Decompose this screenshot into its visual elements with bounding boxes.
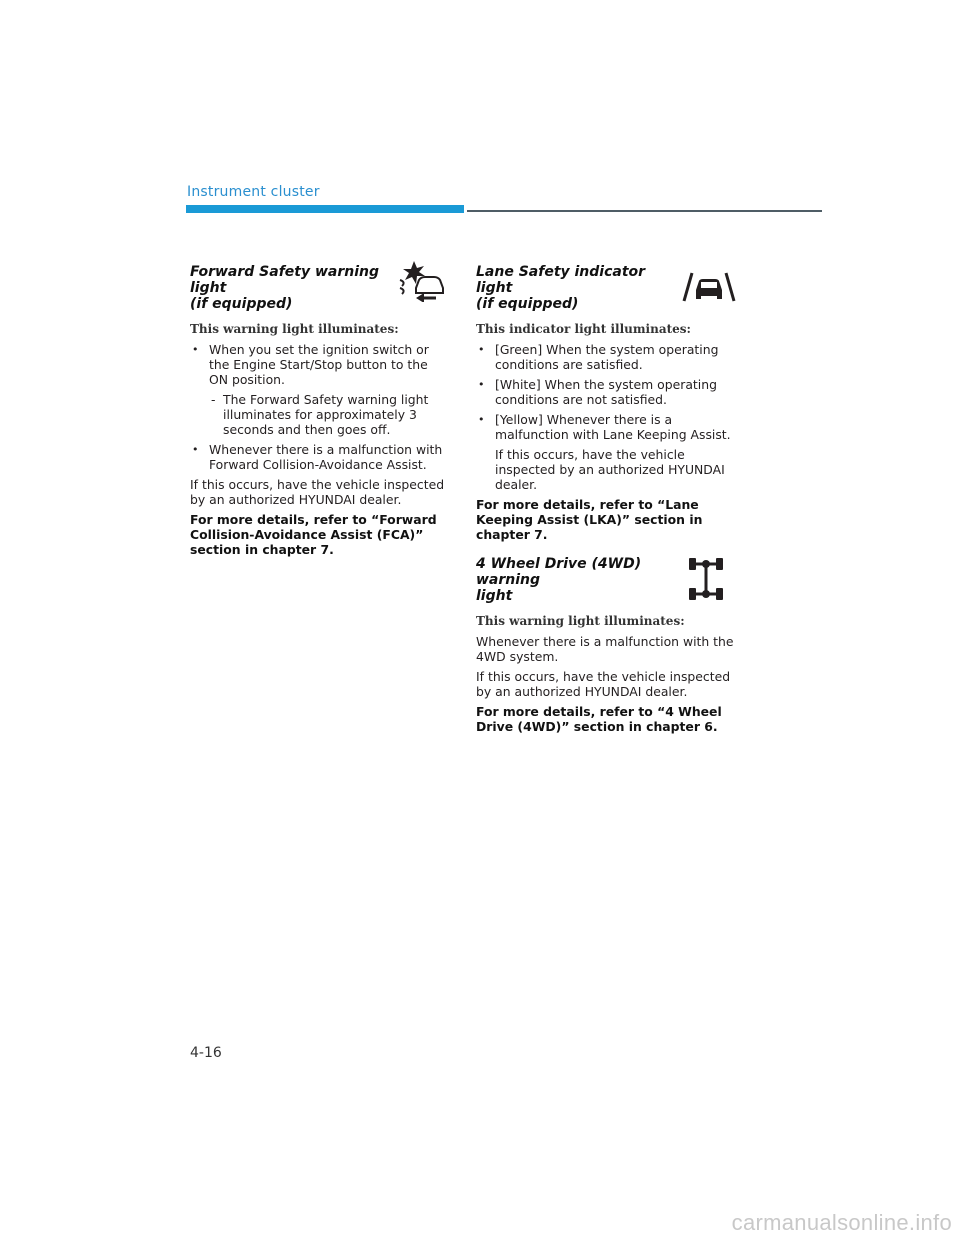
header-rule <box>467 210 822 212</box>
section-title-line2: (if equipped) <box>190 296 293 312</box>
left-column <box>190 264 448 562</box>
paragraph: Whenever there is a malfunction with the 4WD system. <box>476 634 734 664</box>
lane-safety-header <box>476 264 738 312</box>
right-column <box>476 264 738 739</box>
reference-note: For more details, refer to “4 Wheel Drive (4WD)” section in chapter 6. <box>476 704 722 734</box>
list-item: • When you set the ignition switch or the Engine Start/Stop button to the ON position. <box>190 342 448 387</box>
paragraph: If this occurs, have the vehicle inspected by an authorized HYUNDAI dealer. <box>190 477 445 507</box>
list-item: • Whenever there is a malfunction with Forward Collision-Avoidance Assist. <box>190 442 448 472</box>
page-header-title: Instrument cluster <box>187 184 320 200</box>
section-lead: This warning light illuminates: <box>190 322 399 336</box>
list-item: • [Green] When the system operating conditions are satisfied. <box>476 342 738 372</box>
lane-keeping-icon <box>680 268 738 304</box>
4wd-drivetrain-icon <box>686 556 726 602</box>
sub-list-item: - The Forward Safety warning light illuminates for approximately 3 seconds and then goes off. <box>190 392 448 437</box>
4wd-header <box>476 556 738 604</box>
paragraph: If this occurs, have the vehicle inspected by an authorized HYUNDAI dealer. <box>476 669 731 699</box>
list-item: • [White] When the system operating conditions are not satisfied. <box>476 377 738 407</box>
forward-collision-warning-icon <box>394 258 448 302</box>
reference-note: For more details, refer to “Forward Collision-Avoidance Assist (FCA)” section in chapter 7. <box>190 512 437 557</box>
header-accent-bar <box>186 205 464 213</box>
forward-safety-header <box>190 264 448 312</box>
section-title-line1: 4 Wheel Drive (4WD) warning <box>476 556 642 588</box>
watermark: carmanualsonline.info <box>731 1210 952 1235</box>
page-number: 4-16 <box>190 1045 222 1061</box>
section-title-line2: (if equipped) <box>476 296 579 312</box>
section-title-line2: light <box>476 588 513 604</box>
reference-note: For more details, refer to “Lane Keeping Assist (LKA)” section in chapter 7. <box>476 497 703 542</box>
section-lead: This warning light illuminates: <box>476 614 685 628</box>
list-item: • [Yellow] Whenever there is a malfunction with Lane Keeping Assist. <box>476 412 738 442</box>
section-lead: This indicator light illuminates: <box>476 322 691 336</box>
section-title-line1: Forward Safety warning light <box>190 264 380 296</box>
indented-note: If this occurs, have the vehicle inspected by an authorized HYUNDAI dealer. <box>495 447 725 492</box>
section-title-line1: Lane Safety indicator light <box>476 264 646 296</box>
